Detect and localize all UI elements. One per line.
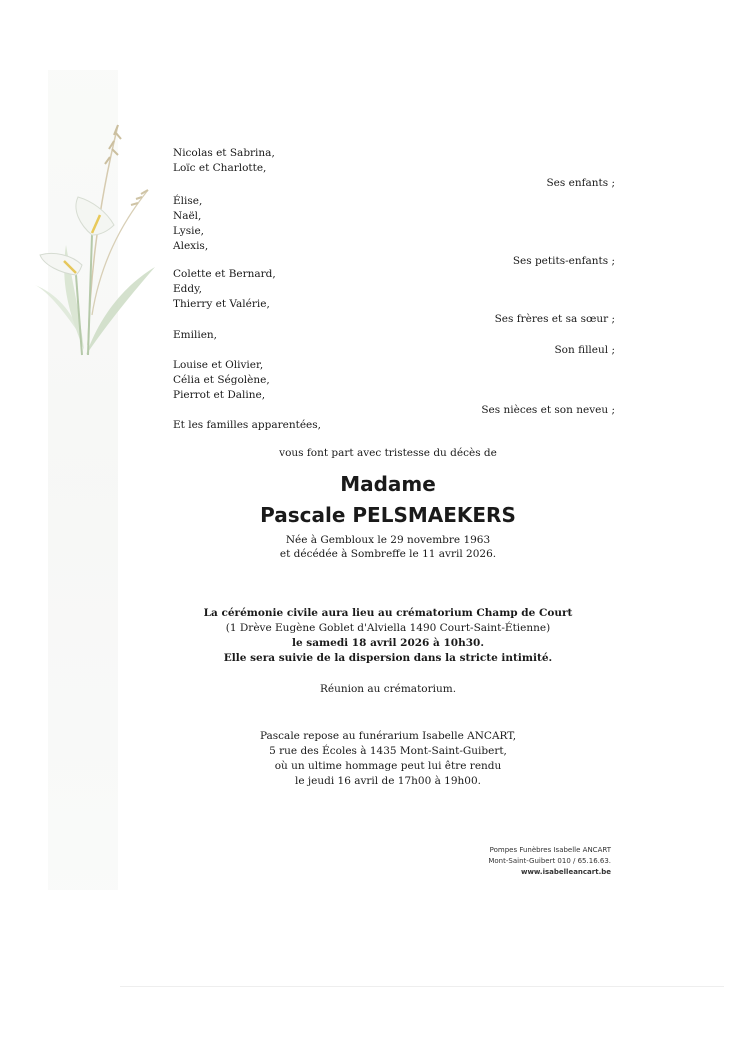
visitation-line-3: où un ultime hommage peut lui être rendu [274, 760, 502, 772]
family-relation-label: Ses frères et sa sœur ; [494, 313, 615, 325]
deceased-name: Pascale PELSMAEKERS [260, 503, 516, 527]
family-relation-label: Ses petits-enfants ; [512, 255, 615, 267]
death-line: et décédée à Sombreffe le 11 avril 2026. [279, 548, 497, 560]
family-member-name: Emilien, [173, 329, 218, 341]
funeral-home-phone: Mont-Saint-Guibert 010 / 65.16.63. [488, 857, 611, 865]
announcement-intro: vous font part avec tristesse du décès de [279, 447, 497, 459]
deceased-title: Madame [340, 472, 436, 496]
family-member-name: Nicolas et Sabrina, [173, 147, 275, 159]
family-member-name: Lysie, [173, 225, 205, 237]
birth-line: Née à Gembloux le 29 novembre 1963 [285, 534, 491, 546]
ceremony-line-3: le samedi 18 avril 2026 à 10h30. [291, 637, 484, 649]
family-member-name: Pierrot et Daline, [173, 389, 266, 401]
family-member-name: Et les familles apparentées, [173, 419, 321, 431]
ceremony-line-2: (1 Drève Eugène Goblet d'Alviella 1490 Court-Saint-Étienne) [225, 622, 551, 634]
visitation-line-1: Pascale repose au funérarium Isabelle ANCART, [259, 730, 517, 742]
reunion-line: Réunion au crématorium. [319, 683, 457, 695]
family-member-name: Alexis, [173, 240, 209, 252]
family-relation-label: Ses nièces et son neveu ; [481, 404, 615, 416]
family-member-name: Célia et Ségolène, [173, 374, 270, 386]
funeral-home-footer [488, 845, 611, 878]
visitation-line-4: le jeudi 16 avril de 17h00 à 19h00. [294, 775, 482, 787]
funeral-home-website: www.isabelleancart.be [520, 868, 611, 876]
family-relation-label: Son filleul ; [554, 344, 615, 356]
ceremony-line-1: La cérémonie civile aura lieu au crématorium Champ de Court [203, 607, 573, 619]
family-member-name: Thierry et Valérie, [173, 298, 270, 310]
ceremony-line-4: Elle sera suivie de la dispersion dans la stricte intimité. [223, 652, 553, 664]
family-member-name: Eddy, [173, 283, 202, 295]
visitation-line-2: 5 rue des Écoles à 1435 Mont-Saint-Guibert, [269, 745, 507, 757]
family-member-name: Louise et Olivier, [173, 359, 264, 371]
family-member-name: Élise, [173, 195, 203, 207]
family-member-name: Naël, [173, 210, 202, 222]
funeral-home-name: Pompes Funèbres Isabelle ANCART [489, 846, 611, 854]
calla-lily-wheat-illustration [30, 115, 160, 375]
family-member-name: Colette et Bernard, [173, 268, 276, 280]
family-relation-label: Ses enfants ; [546, 177, 615, 189]
family-member-name: Loïc et Charlotte, [173, 162, 267, 174]
page-edge-line [120, 986, 724, 987]
